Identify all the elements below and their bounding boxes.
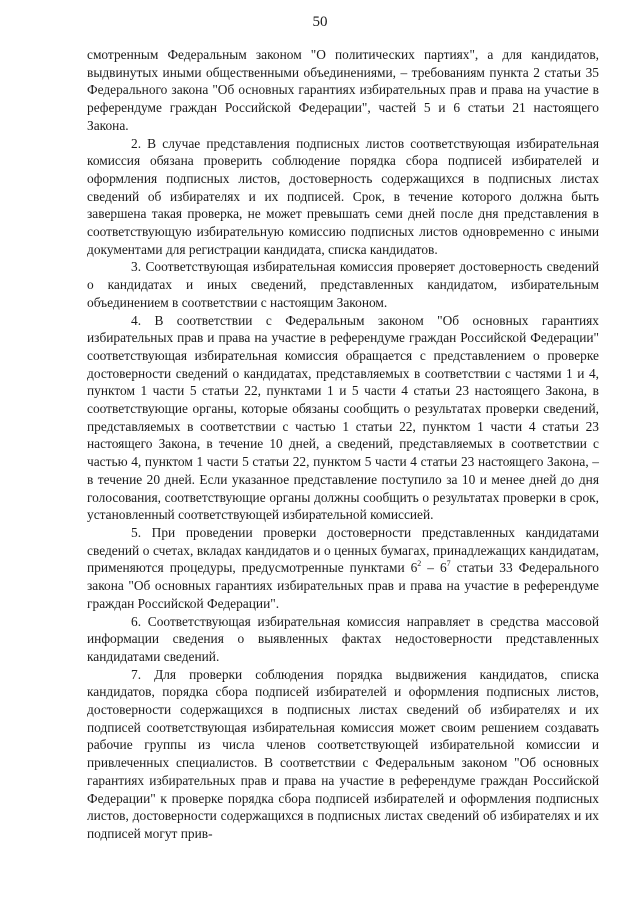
paragraph-item-6: 6. Соответствующая избирательная комиссия направляет в средства массовой информации сведения о выявленных фактах недостоверности представленных кандидатами сведений. xyxy=(87,613,599,664)
superscript-index: 7 xyxy=(446,559,451,569)
paragraph-continuation: смотренным Федеральным законом "О политических партиях", а для кандидатов, выдвинутых иными общественными объединениями, – требованиям пункта 2 статьи 35 Федерального закона "Об основных гарантиях избирательных прав и права на участие в референдуме граждан Российской Федерации", частей 5 и 6 статьи 21 настоящего Закона. xyxy=(87,47,599,133)
paragraph-item-2: 2. В случае представления подписных листов соответствующая избирательная комиссия обязана проверить соблюдение порядка сбора подписей избирателей и оформления подписных листов, достоверность содержащихся в подписных листах сведений об избирателях и их подписей. Срок, в течение которого должна быть завершена такая проверка, не может превышать семи дней после дня представления в соответствующую избирательную комиссию подписных листов одновременно с иными документами для регистрации кандидата, списка кандидатов. xyxy=(87,135,599,257)
paragraph-item-5-text-c: статьи 33 Федерального закона "Об основных гарантиях избирательных прав и права на участие в референдуме граждан Российской Федерации". xyxy=(87,560,599,611)
paragraph-item-7: 7. Для проверки соблюдения порядка выдвижения кандидатов, списка кандидатов, порядка сбора подписей избирателей и оформления подписных листов, достоверности содержащихся в подписных листах сведений об избирателях и их подписей соответствующая избирательная комиссия может своим решением создавать рабочие группы из числа членов соответствующей избирательной комиссии и привлеченных специалистов. В соответствии с Федеральным законом "Об основных гарантиях избирательных прав и права на участие в референдуме граждан Российской Федерации" к проверке порядка сбора подписей избирателей и оформления подписных листов, достоверности содержащихся в подписных листах сведений об избирателях и их подписей могут прив- xyxy=(87,666,599,841)
page-number: 50 xyxy=(312,14,328,30)
paragraph-item-3: 3. Соответствующая избирательная комиссия проверяет достоверность сведений о кандидатах и иных сведений, представленных кандидатом, избирательным объединением в соответствии с настоящим Законом. xyxy=(87,259,599,310)
superscript-index: 2 xyxy=(417,559,422,569)
paragraph-item-5-text-b: – 6 xyxy=(421,560,447,576)
document-body xyxy=(87,46,599,843)
paragraph-item-4: 4. В соответствии с Федеральным законом "Об основных гарантиях избирательных прав и права на участие в референдуме граждан Российской Федерации" соответствующая избирательная комиссия обращается с представлением о проверке достоверности сведений о кандидатах, представляемых в соответствии с частями 1 и 4, пунктом 1 части 5 статьи 22, пунктами 1 и 5 части 4 статьи 23 настоящего Закона, в соответствующие органы, которые обязаны сообщить о результатах проверки сведений, представляемых в соответствии с частью 1 статьи 22, пунктом 1 части 4 статьи 23 настоящего Закона, в течение 10 дней, а сведений, представляемых в соответствии с частью 4, пунктом 1 части 5 статьи 22, пунктом 5 части 4 статьи 23 настоящего Закона, – в течение 20 дней. Если указанное представление поступило за 10 и менее дней до дня голосования, соответствующие органы должны сообщить о результатах проверки в срок, установленный соответствующей избирательной комиссией. xyxy=(87,312,599,523)
paragraph-item-5-text-a: 5. При проведении проверки достоверности представленных кандидатами сведений о счетах, вкладах кандидатов и о ценных бумагах, принадлежащих кандидатам, применяются процедуры, предусмотренные пунктами 6 xyxy=(87,524,599,576)
paragraph-item-5 xyxy=(87,524,599,613)
